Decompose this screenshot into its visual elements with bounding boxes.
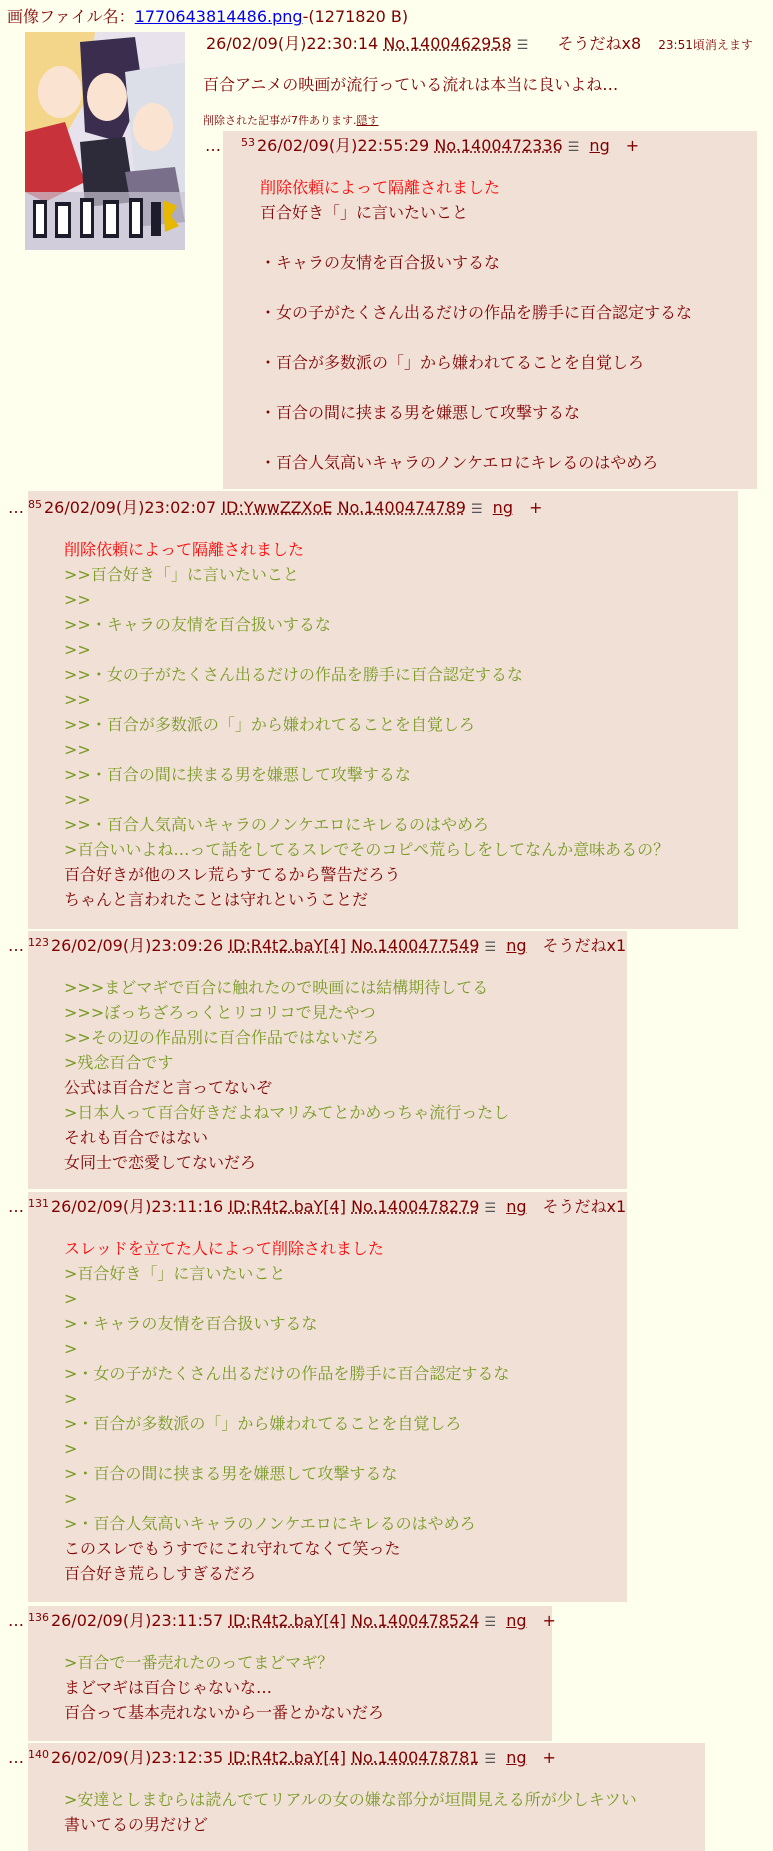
quote-line: > xyxy=(64,1489,78,1508)
comment-line xyxy=(260,375,692,400)
anime-girls-illustration xyxy=(25,32,185,250)
reply-comment xyxy=(64,1650,384,1725)
comment-line: 百合って基本売れないから一番とかないだろ xyxy=(64,1703,385,1722)
file-info-line xyxy=(7,6,408,28)
reply-index: 131 xyxy=(28,1197,49,1210)
quote-line: >百合で一番売れたのってまどマギ？ xyxy=(64,1653,334,1672)
reply-comment xyxy=(260,175,692,475)
quote-line: >> xyxy=(64,690,91,709)
reply-date: 26/02/09(月)23:09:26 xyxy=(51,936,224,955)
delete-request-icon[interactable]: ☰ xyxy=(484,1615,497,1630)
comment-line: このスレでもうすでにこれ守れてなくて笑った xyxy=(64,1539,401,1558)
op-expire-time: 23:51頃消えます xyxy=(658,38,753,52)
reply-index: 140 xyxy=(28,1748,49,1761)
quote-line: >百合いいよね…って話をしてるスレでそのコピペ荒らしをしてなんか意味あるの？ xyxy=(64,840,670,859)
reply-ellipsis: … xyxy=(8,1197,24,1216)
deleted-posts-text: 削除された記事が7件あります. xyxy=(203,114,357,127)
comment-line xyxy=(260,225,692,250)
reply-comment xyxy=(64,1236,509,1586)
reply-date: 26/02/09(月)23:11:57 xyxy=(51,1611,224,1630)
sodane-plus-button[interactable]: + xyxy=(542,1611,556,1630)
reply-ellipsis: … xyxy=(8,936,24,955)
reply-comment xyxy=(64,537,669,912)
delete-request-icon[interactable]: ☰ xyxy=(471,502,483,517)
file-label: 画像ファイル名： xyxy=(7,7,135,26)
delete-request-icon[interactable]: ☰ xyxy=(567,140,580,155)
quote-line: > xyxy=(64,1389,78,1408)
quote-line: >百合好き「」に言いたいこと xyxy=(64,1264,286,1283)
op-post-number[interactable]: No.1400462958 xyxy=(383,34,512,53)
comment-line: 百合好き「」に言いたいこと xyxy=(260,203,469,222)
sodane-plus-button[interactable]: + xyxy=(625,136,640,155)
reply-post-number[interactable]: No.1400474789 xyxy=(337,498,466,517)
quote-line: >・女の子がたくさん出るだけの作品を勝手に百合認定するな xyxy=(64,1364,510,1383)
comment-line: ・キャラの友情を百合扱いするな xyxy=(260,253,501,272)
quote-line: >> xyxy=(64,590,91,609)
reply-header xyxy=(28,496,542,522)
comment-line: ・百合の間に挟まる男を嫌悪して攻撃するな xyxy=(260,403,581,422)
hide-deleted-link[interactable]: 隠す xyxy=(356,114,379,127)
deleted-posts-note xyxy=(203,113,379,129)
thread-image-thumbnail[interactable] xyxy=(25,32,185,250)
reply-ellipsis: … xyxy=(205,136,221,155)
comment-line: ・女の子がたくさん出るだけの作品を勝手に百合認定するな xyxy=(260,303,693,322)
sodane-plus-button[interactable]: + xyxy=(542,1748,556,1767)
reply-date: 26/02/09(月)23:02:07 xyxy=(44,498,217,517)
reply-id[interactable]: ID:R4t2.baY[4] xyxy=(228,936,346,955)
quote-line: > xyxy=(64,1289,78,1308)
quote-line: > xyxy=(64,1339,78,1358)
ng-button[interactable]: ng xyxy=(492,498,513,517)
delete-request-icon[interactable]: ☰ xyxy=(484,940,497,955)
reply-ellipsis: … xyxy=(8,498,24,517)
comment-line xyxy=(260,425,692,450)
comment-line: 百合好きが他のスレ荒らすてるから警告だろう xyxy=(64,865,401,884)
comment-line: 公式は百合だと言ってないぞ xyxy=(64,1078,273,1097)
reply-id[interactable]: ID:R4t2.baY[4] xyxy=(228,1611,346,1630)
quote-line: >残念百合です xyxy=(64,1053,174,1072)
sodane-plus-button[interactable]: + xyxy=(528,498,543,517)
reply-post-number[interactable]: No.1400478524 xyxy=(351,1611,480,1630)
quote-line: >>・女の子がたくさん出るだけの作品を勝手に百合認定するな xyxy=(64,665,523,684)
comment-line: 百合好き荒らしすぎるだろ xyxy=(64,1564,257,1583)
reply-post-number[interactable]: No.1400478781 xyxy=(351,1748,480,1767)
reply-index: 85 xyxy=(28,498,42,511)
moderation-notice: 削除依頼によって隔離されました xyxy=(64,540,305,559)
quote-line: >>>まどマギで百合に触れたので映画には結構期待してる xyxy=(64,978,489,997)
quote-line: >>>ぼっちざろっくとリコリコで見たやつ xyxy=(64,1003,376,1022)
reply-ellipsis: … xyxy=(8,1748,24,1767)
reply-header xyxy=(28,1195,626,1221)
ng-button[interactable]: ng xyxy=(589,136,610,155)
op-sodane-button[interactable]: そうだねx8 xyxy=(557,34,642,53)
quote-line: >>その辺の作品別に百合作品ではないだろ xyxy=(64,1028,379,1047)
reply-date: 26/02/09(月)23:11:16 xyxy=(51,1197,224,1216)
reply-header xyxy=(28,1609,556,1635)
reply-post-number[interactable]: No.1400477549 xyxy=(351,936,480,955)
reply-id[interactable]: ID:R4t2.baY[4] xyxy=(228,1748,346,1767)
reply-index: 136 xyxy=(28,1611,49,1624)
reply-id[interactable]: ID:YwwZZXoE xyxy=(221,498,333,517)
op-comment: 百合アニメの映画が流行っている流れは本当に良いよね… xyxy=(203,75,619,94)
reply-header xyxy=(241,134,639,160)
reply-ellipsis: … xyxy=(8,1611,24,1630)
reply-header xyxy=(28,934,626,960)
reply-comment xyxy=(64,975,509,1175)
quote-line: >>・キャラの友情を百合扱いするな xyxy=(64,615,331,634)
quote-line: >・百合が多数派の「」から嫌われてることを自覚しろ xyxy=(64,1414,462,1433)
reply-header xyxy=(28,1746,556,1772)
reply-post-number[interactable]: No.1400472336 xyxy=(434,136,563,155)
sodane-count-button[interactable]: そうだねx1 xyxy=(542,936,627,955)
file-size: -(1271820 B) xyxy=(302,7,409,26)
reply-date: 26/02/09(月)22:55:29 xyxy=(257,136,430,155)
sodane-count-button[interactable]: そうだねx1 xyxy=(542,1197,627,1216)
ng-button[interactable]: ng xyxy=(506,1748,527,1767)
reply-comment xyxy=(64,1787,637,1837)
moderation-notice: スレッドを立てた人によって削除されました xyxy=(64,1239,384,1258)
ng-button[interactable]: ng xyxy=(506,1197,527,1216)
quote-line: > xyxy=(64,1439,78,1458)
quote-line: >日本人って百合好きだよねマリみてとかめっちゃ流行ったし xyxy=(64,1103,510,1122)
comment-line xyxy=(260,275,692,300)
comment-line: ちゃんと言われたことは守れということだ xyxy=(64,890,369,909)
reply-id[interactable]: ID:R4t2.baY[4] xyxy=(228,1197,346,1216)
comment-line: 書いてるの男だけど xyxy=(64,1815,209,1834)
quote-line: >>・百合の間に挟まる男を嫌悪して攻撃するな xyxy=(64,765,411,784)
ng-button[interactable]: ng xyxy=(506,936,527,955)
quote-line: >・百合人気高いキャラのノンケエロにキレるのはやめろ xyxy=(64,1514,476,1533)
op-header xyxy=(206,32,753,58)
quote-line: >> xyxy=(64,640,91,659)
file-name-link[interactable]: 1770643814486.png xyxy=(134,7,303,26)
quote-line: >安達としまむらは読んでてリアルの女の嫌な部分が垣間見える所が少しキツい xyxy=(64,1790,637,1809)
quote-line: >> xyxy=(64,790,91,809)
delete-request-icon[interactable]: ☰ xyxy=(484,1752,497,1767)
quote-line: >・百合の間に挟まる男を嫌悪して攻撃するな xyxy=(64,1464,398,1483)
comment-line xyxy=(260,325,692,350)
comment-line: ・百合人気高いキャラのノンケエロにキレるのはやめろ xyxy=(260,453,659,472)
moderation-notice: 削除依頼によって隔離されました xyxy=(260,178,501,197)
comment-line: 女同士で恋愛してないだろ xyxy=(64,1153,257,1172)
quote-line: >>・百合人気高いキャラのノンケエロにキレるのはやめろ xyxy=(64,815,490,834)
quote-line: >>百合好き「」に言いたいこと xyxy=(64,565,299,584)
quote-line: >>・百合が多数派の「」から嫌われてることを自覚しろ xyxy=(64,715,475,734)
reply-post-number[interactable]: No.1400478279 xyxy=(351,1197,480,1216)
ng-button[interactable]: ng xyxy=(506,1611,527,1630)
reply-index: 53 xyxy=(241,136,255,149)
quote-line: >・キャラの友情を百合扱いするな xyxy=(64,1314,318,1333)
delete-request-icon[interactable]: ☰ xyxy=(516,38,529,53)
delete-request-icon[interactable]: ☰ xyxy=(484,1201,497,1216)
comment-line: まどマギは百合じゃないな… xyxy=(64,1678,273,1697)
op-date: 26/02/09(月)22:30:14 xyxy=(206,34,379,53)
reply-date: 26/02/09(月)23:12:35 xyxy=(51,1748,224,1767)
comment-line: それも百合ではない xyxy=(64,1128,209,1147)
reply-index: 123 xyxy=(28,936,49,949)
quote-line: >> xyxy=(64,740,91,759)
comment-line: ・百合が多数派の「」から嫌われてることを自覚しろ xyxy=(260,353,645,372)
